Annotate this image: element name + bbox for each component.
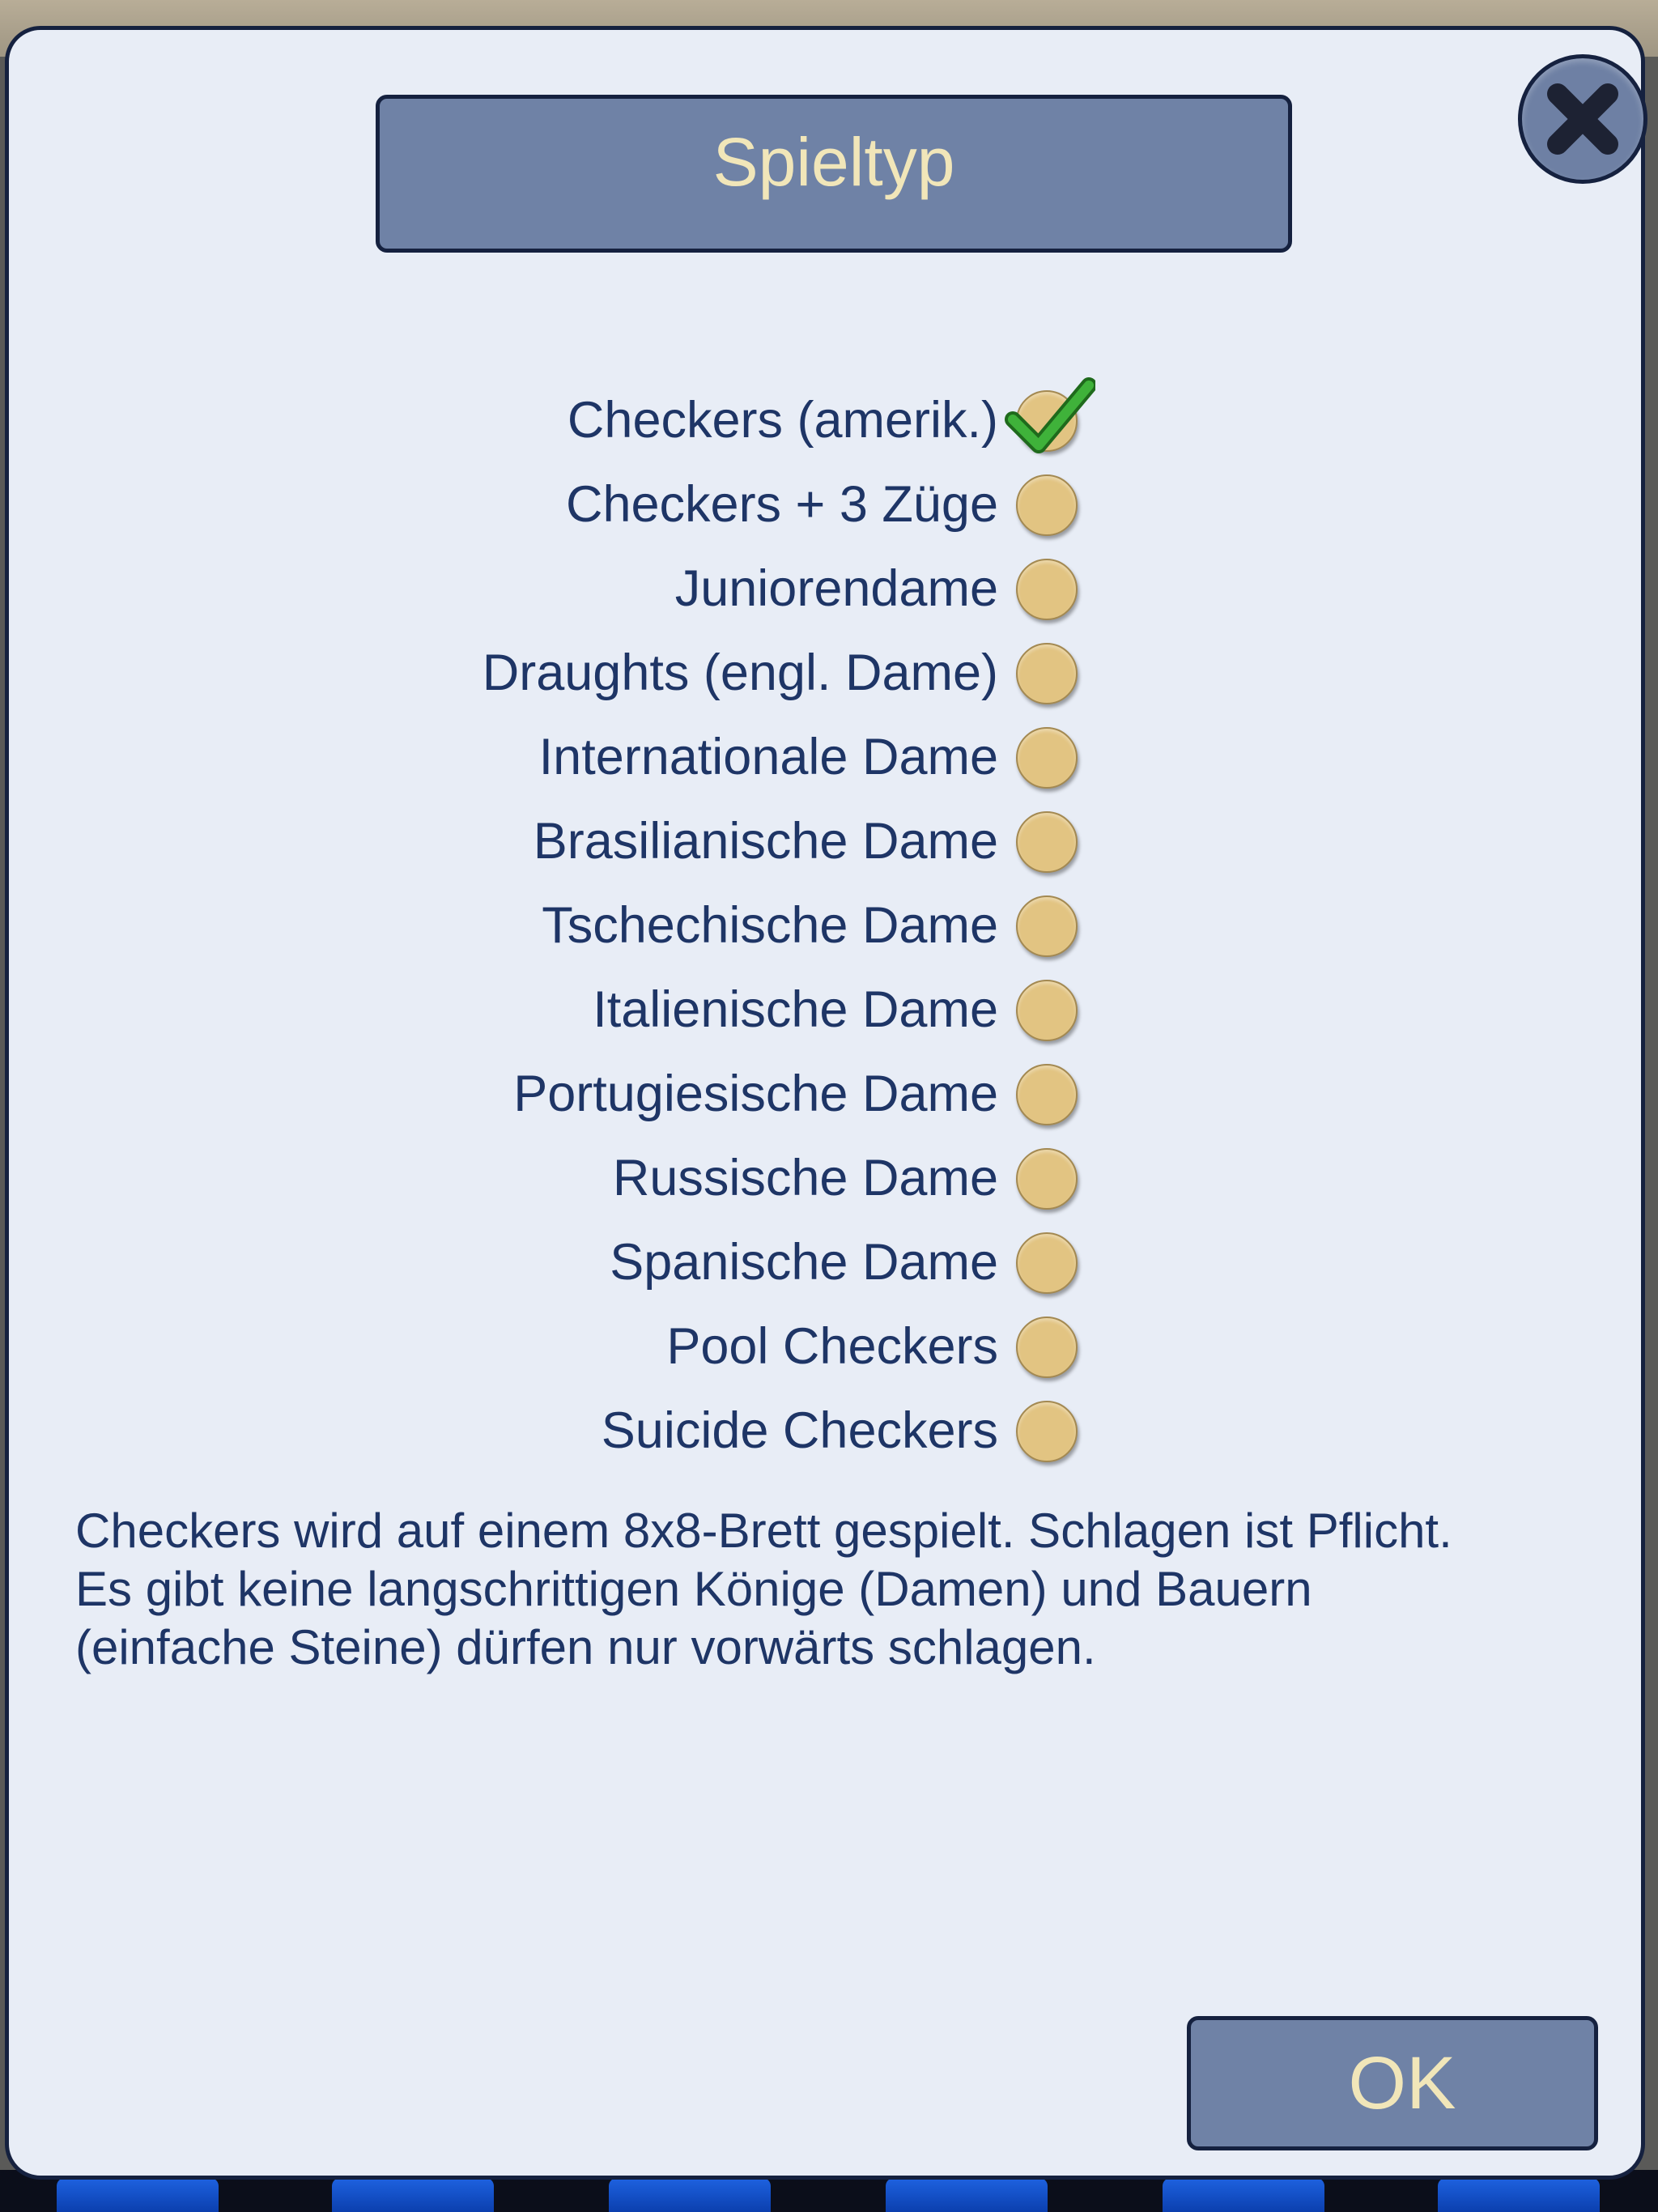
game-type-radio[interactable] xyxy=(1016,811,1078,873)
description-line: (einfache Steine) dürfen nur vorwärts schlagen. xyxy=(75,1620,1096,1674)
background-tab xyxy=(1163,2178,1324,2212)
background-tab xyxy=(332,2178,494,2212)
game-type-label: Pool Checkers xyxy=(666,1318,998,1375)
game-type-option[interactable] xyxy=(9,1220,1078,1304)
game-type-label: Russische Dame xyxy=(612,1150,998,1206)
game-type-label: Draughts (engl. Dame) xyxy=(482,644,998,701)
game-type-option[interactable] xyxy=(9,1389,1078,1473)
game-type-label: Internationale Dame xyxy=(538,729,998,785)
close-button[interactable] xyxy=(1518,54,1647,184)
close-x-icon xyxy=(1522,58,1643,180)
description-line: Checkers wird auf einem 8x8-Brett gespielt. Schlagen ist Pflicht. xyxy=(75,1504,1452,1558)
game-type-label: Juniorendame xyxy=(674,560,998,617)
description-line: Es gibt keine langschrittigen Könige (Damen) und Bauern xyxy=(75,1562,1312,1616)
dialog-title-bar xyxy=(376,95,1292,253)
game-type-label: Brasilianische Dame xyxy=(533,813,998,870)
game-type-option[interactable] xyxy=(9,547,1078,631)
game-type-radio[interactable] xyxy=(1016,559,1078,620)
game-type-radio[interactable] xyxy=(1016,895,1078,957)
game-type-radio[interactable] xyxy=(1016,474,1078,536)
game-description xyxy=(75,1502,1630,1677)
game-type-list xyxy=(9,378,1078,1473)
background-tab xyxy=(57,2178,219,2212)
game-type-option[interactable] xyxy=(9,1304,1078,1389)
game-type-option[interactable] xyxy=(9,1052,1078,1136)
ok-button[interactable] xyxy=(1187,2016,1598,2150)
game-type-radio[interactable] xyxy=(1016,1148,1078,1210)
game-type-label: Checkers + 3 Züge xyxy=(565,476,998,533)
game-type-radio[interactable] xyxy=(1016,1064,1078,1125)
background-tab xyxy=(1438,2178,1600,2212)
game-type-label: Checkers (amerik.) xyxy=(567,392,998,449)
game-type-radio[interactable] xyxy=(1016,1317,1078,1378)
game-type-dialog xyxy=(5,26,1645,2180)
game-type-radio[interactable] xyxy=(1016,980,1078,1041)
game-type-label: Tschechische Dame xyxy=(542,897,998,954)
dialog-title: Spieltyp xyxy=(712,123,955,200)
game-type-option[interactable] xyxy=(9,715,1078,799)
ok-button-label: OK xyxy=(1348,2042,1456,2125)
game-type-radio[interactable] xyxy=(1016,727,1078,789)
game-type-label: Spanische Dame xyxy=(610,1234,998,1291)
game-type-option[interactable] xyxy=(9,462,1078,547)
background-tab xyxy=(609,2178,771,2212)
game-type-radio[interactable] xyxy=(1016,1401,1078,1462)
game-type-label: Italienische Dame xyxy=(593,981,998,1038)
background-tab xyxy=(886,2178,1048,2212)
game-type-option[interactable] xyxy=(9,968,1078,1052)
game-type-option[interactable] xyxy=(9,799,1078,883)
game-type-option[interactable] xyxy=(9,378,1078,462)
game-type-option[interactable] xyxy=(9,883,1078,968)
game-type-radio[interactable] xyxy=(1016,643,1078,704)
game-type-option[interactable] xyxy=(9,1136,1078,1220)
game-type-label: Portugiesische Dame xyxy=(513,1066,998,1122)
green-checkmark-icon xyxy=(1005,374,1095,455)
game-type-label: Suicide Checkers xyxy=(601,1402,998,1459)
game-type-radio[interactable] xyxy=(1016,1232,1078,1294)
game-type-radio[interactable] xyxy=(1016,390,1078,452)
game-type-option[interactable] xyxy=(9,631,1078,715)
